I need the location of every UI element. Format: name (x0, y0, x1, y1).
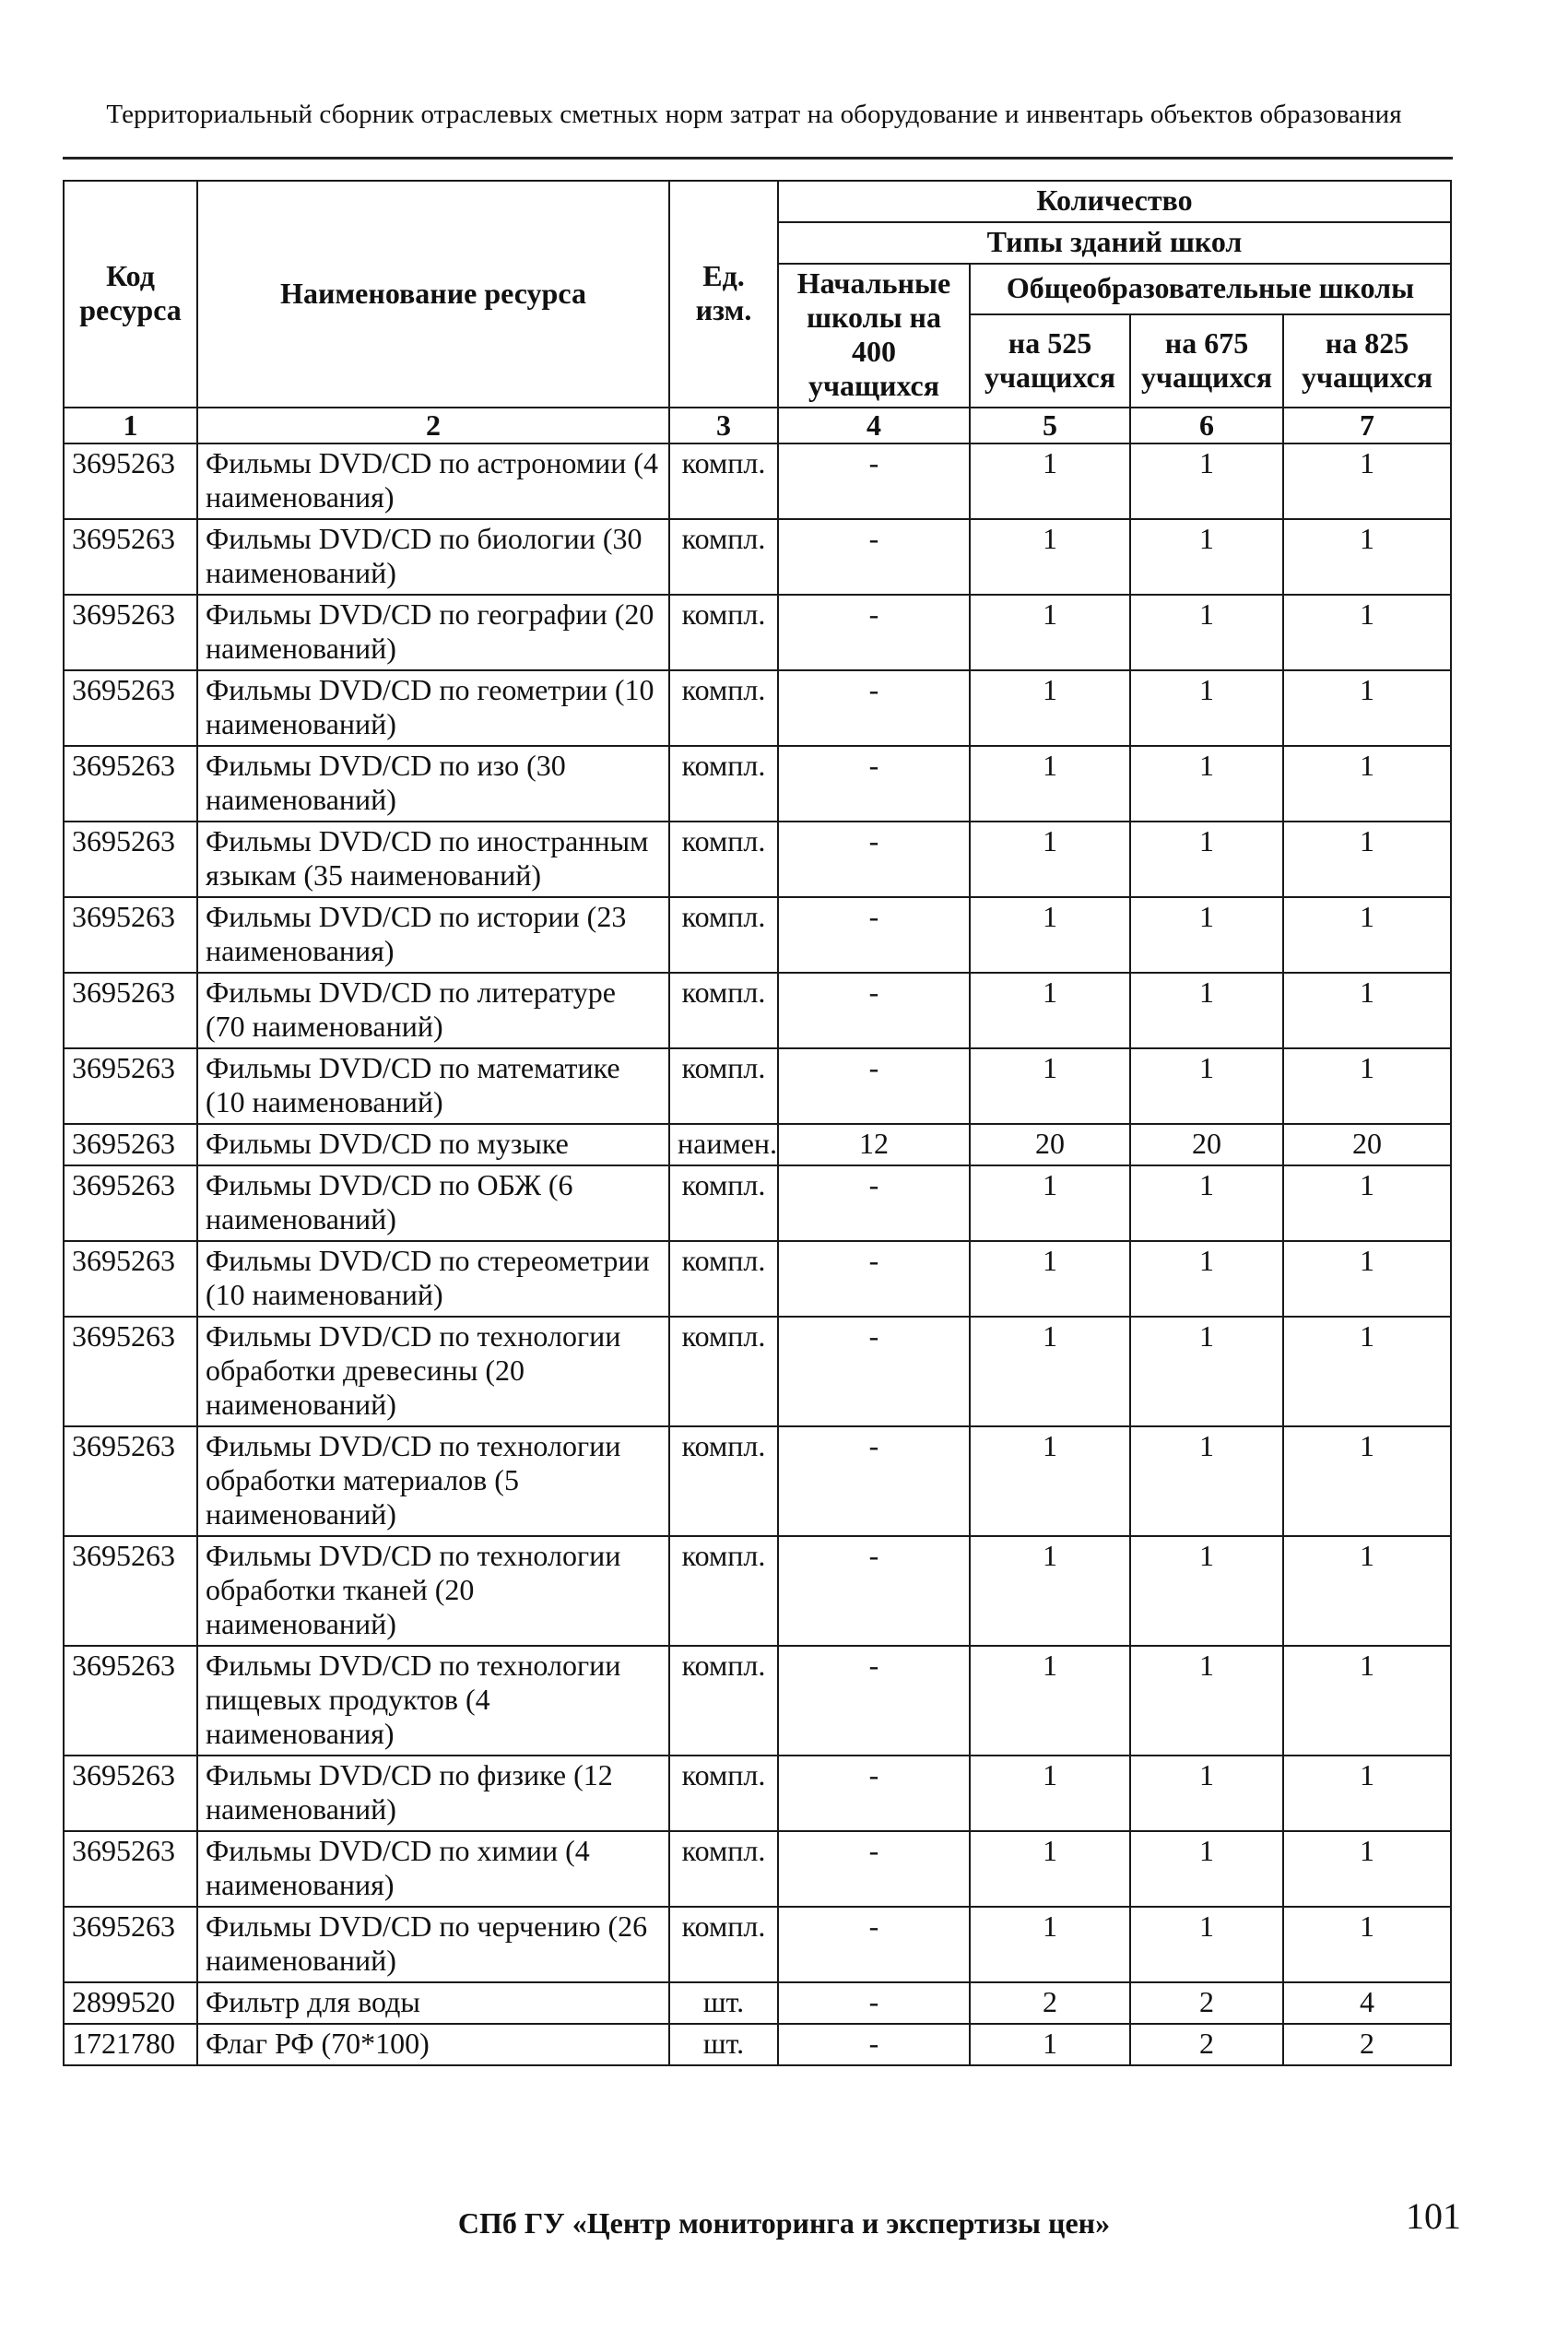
table-row (64, 443, 1451, 519)
cell-unit: компл. (669, 1048, 778, 1124)
cell-resource-code: 3695263 (64, 1241, 197, 1317)
cell-resource-code: 3695263 (64, 1124, 197, 1165)
cell-qty-675: 1 (1130, 1646, 1283, 1756)
table-row (64, 1982, 1451, 2024)
cell-qty-675: 2 (1130, 1982, 1283, 2024)
cell-qty-400: - (778, 1317, 970, 1426)
header-divider (63, 157, 1453, 160)
cell-unit: компл. (669, 1165, 778, 1241)
cell-qty-525: 1 (970, 443, 1130, 519)
cell-qty-525: 1 (970, 1426, 1130, 1536)
cell-resource-code: 2899520 (64, 1982, 197, 2024)
cell-unit: компл. (669, 1317, 778, 1426)
cell-resource-code: 3695263 (64, 1907, 197, 1982)
cell-resource-code: 3695263 (64, 1426, 197, 1536)
cell-qty-675: 1 (1130, 670, 1283, 746)
table-row (64, 670, 1451, 746)
header-quantity: Количество (778, 181, 1451, 222)
cell-qty-400: - (778, 1426, 970, 1536)
cell-qty-825: 1 (1283, 1048, 1451, 1124)
cell-qty-825: 2 (1283, 2024, 1451, 2065)
table-header (64, 181, 1451, 443)
cell-qty-825: 1 (1283, 822, 1451, 897)
cell-resource-name: Фильмы DVD/CD по технологии обработки материалов (5 наименований) (197, 1426, 669, 1536)
cell-resource-name: Фильмы DVD/CD по технологии пищевых продуктов (4 наименования) (197, 1646, 669, 1756)
cell-qty-525: 1 (970, 1831, 1130, 1907)
cell-qty-825: 1 (1283, 519, 1451, 595)
table-row (64, 746, 1451, 822)
cell-qty-675: 1 (1130, 897, 1283, 973)
cell-qty-675: 1 (1130, 1317, 1283, 1426)
cell-qty-525: 1 (970, 2024, 1130, 2065)
cell-qty-675: 2 (1130, 2024, 1283, 2065)
cell-resource-code: 3695263 (64, 595, 197, 670)
cell-qty-400: - (778, 1241, 970, 1317)
cell-resource-name: Фильмы DVD/CD по астрономии (4 наименования) (197, 443, 669, 519)
cell-resource-name: Фильмы DVD/CD по геометрии (10 наименований) (197, 670, 669, 746)
cell-qty-675: 1 (1130, 1907, 1283, 1982)
cell-resource-code: 3695263 (64, 519, 197, 595)
cell-resource-name: Фильмы DVD/CD по химии (4 наименования) (197, 1831, 669, 1907)
cell-resource-name: Фильмы DVD/CD по изо (30 наименований) (197, 746, 669, 822)
table-row (64, 519, 1451, 595)
cell-qty-400: - (778, 1756, 970, 1831)
cell-qty-525: 1 (970, 1165, 1130, 1241)
cell-resource-code: 3695263 (64, 1165, 197, 1241)
cell-qty-675: 1 (1130, 1241, 1283, 1317)
cell-resource-code: 3695263 (64, 1646, 197, 1756)
cell-qty-400: - (778, 1646, 970, 1756)
cell-resource-name: Флаг РФ (70*100) (197, 2024, 669, 2065)
cell-qty-525: 1 (970, 973, 1130, 1048)
cell-qty-825: 1 (1283, 1536, 1451, 1646)
cell-unit: компл. (669, 897, 778, 973)
cell-resource-name: Фильмы DVD/CD по черчению (26 наименований) (197, 1907, 669, 1982)
column-number: 6 (1130, 408, 1283, 443)
table-row (64, 1756, 1451, 1831)
column-number: 7 (1283, 408, 1451, 443)
cell-qty-675: 1 (1130, 1426, 1283, 1536)
cell-qty-825: 1 (1283, 897, 1451, 973)
cell-resource-name: Фильмы DVD/CD по ОБЖ (6 наименований) (197, 1165, 669, 1241)
column-number: 4 (778, 408, 970, 443)
cell-qty-825: 1 (1283, 1756, 1451, 1831)
cell-qty-675: 1 (1130, 1536, 1283, 1646)
cell-qty-675: 20 (1130, 1124, 1283, 1165)
cell-qty-525: 1 (970, 822, 1130, 897)
cell-qty-825: 1 (1283, 1831, 1451, 1907)
cell-qty-525: 1 (970, 1646, 1130, 1756)
resource-table (63, 180, 1452, 2066)
table-row (64, 595, 1451, 670)
cell-resource-name: Фильмы DVD/CD по литературе (70 наименований) (197, 973, 669, 1048)
cell-resource-name: Фильмы DVD/CD по истории (23 наименования) (197, 897, 669, 973)
cell-resource-code: 3695263 (64, 897, 197, 973)
cell-qty-525: 1 (970, 1317, 1130, 1426)
cell-qty-525: 1 (970, 595, 1130, 670)
footer-organization: СПб ГУ «Центр мониторинга и экспертизы цен» (457, 2206, 1111, 2240)
column-number: 2 (197, 408, 669, 443)
cell-qty-675: 1 (1130, 443, 1283, 519)
cell-resource-code: 3695263 (64, 670, 197, 746)
cell-unit: шт. (669, 1982, 778, 2024)
column-number-row (64, 408, 1451, 443)
cell-qty-525: 1 (970, 897, 1130, 973)
header-code: Код ресурса (64, 181, 197, 408)
cell-qty-400: - (778, 973, 970, 1048)
cell-qty-400: - (778, 1165, 970, 1241)
cell-qty-675: 1 (1130, 1831, 1283, 1907)
table-row (64, 1646, 1451, 1756)
cell-qty-400: - (778, 897, 970, 973)
cell-unit: компл. (669, 443, 778, 519)
cell-resource-code: 3695263 (64, 1756, 197, 1831)
table-row (64, 1241, 1451, 1317)
cell-resource-name: Фильмы DVD/CD по физике (12 наименований) (197, 1756, 669, 1831)
cell-qty-400: - (778, 595, 970, 670)
cell-qty-825: 1 (1283, 443, 1451, 519)
cell-qty-525: 2 (970, 1982, 1130, 2024)
cell-resource-code: 3695263 (64, 973, 197, 1048)
cell-unit: компл. (669, 1831, 778, 1907)
table-row (64, 897, 1451, 973)
cell-unit: компл. (669, 746, 778, 822)
cell-qty-675: 1 (1130, 973, 1283, 1048)
cell-qty-825: 1 (1283, 1317, 1451, 1426)
cell-unit: компл. (669, 595, 778, 670)
table-row (64, 822, 1451, 897)
cell-qty-525: 1 (970, 746, 1130, 822)
cell-qty-400: - (778, 1048, 970, 1124)
cell-qty-400: - (778, 670, 970, 746)
cell-qty-525: 1 (970, 1907, 1130, 1982)
column-number: 1 (64, 408, 197, 443)
header-primary-schools: Начальные школы на 400 учащихся (778, 264, 970, 408)
cell-unit: компл. (669, 1756, 778, 1831)
cell-qty-400: - (778, 2024, 970, 2065)
cell-resource-code: 3695263 (64, 1048, 197, 1124)
cell-unit: компл. (669, 519, 778, 595)
header-building-types: Типы зданий школ (778, 222, 1451, 264)
header-675-students: на 675 учащихся (1130, 314, 1283, 408)
cell-resource-code: 3695263 (64, 822, 197, 897)
cell-resource-name: Фильмы DVD/CD по технологии обработки древесины (20 наименований) (197, 1317, 669, 1426)
column-number: 5 (970, 408, 1130, 443)
cell-qty-675: 1 (1130, 519, 1283, 595)
cell-qty-525: 1 (970, 519, 1130, 595)
cell-qty-675: 1 (1130, 1756, 1283, 1831)
cell-qty-400: - (778, 1831, 970, 1907)
cell-qty-400: 12 (778, 1124, 970, 1165)
cell-unit: шт. (669, 2024, 778, 2065)
table-row (64, 1124, 1451, 1165)
table-row (64, 1048, 1451, 1124)
table-row (64, 2024, 1451, 2065)
cell-qty-825: 4 (1283, 1982, 1451, 2024)
cell-qty-400: - (778, 1536, 970, 1646)
table-row (64, 1317, 1451, 1426)
cell-resource-name: Фильтр для воды (197, 1982, 669, 2024)
cell-qty-675: 1 (1130, 746, 1283, 822)
table-row (64, 1536, 1451, 1646)
header-unit: Ед. изм. (669, 181, 778, 408)
running-header: Территориальный сборник отраслевых сметных норм затрат на оборудование и инвентарь объектов образования (106, 100, 1402, 129)
cell-qty-400: - (778, 822, 970, 897)
cell-qty-525: 1 (970, 1756, 1130, 1831)
cell-unit: компл. (669, 1241, 778, 1317)
cell-unit: компл. (669, 1907, 778, 1982)
page-number: 101 (1406, 2195, 1461, 2237)
cell-resource-code: 3695263 (64, 1536, 197, 1646)
cell-resource-code: 1721780 (64, 2024, 197, 2065)
table-row (64, 1907, 1451, 1982)
cell-unit: компл. (669, 973, 778, 1048)
header-general-schools: Общеобразовательные школы (970, 264, 1451, 314)
cell-qty-400: - (778, 746, 970, 822)
cell-qty-400: - (778, 1907, 970, 1982)
cell-qty-525: 1 (970, 1241, 1130, 1317)
cell-resource-code: 3695263 (64, 443, 197, 519)
cell-resource-name: Фильмы DVD/CD по биологии (30 наименований) (197, 519, 669, 595)
header-name: Наименование ресурса (197, 181, 669, 408)
cell-unit: компл. (669, 1646, 778, 1756)
cell-resource-name: Фильмы DVD/CD по технологии обработки тканей (20 наименований) (197, 1536, 669, 1646)
cell-resource-code: 3695263 (64, 746, 197, 822)
cell-qty-525: 1 (970, 670, 1130, 746)
cell-unit: компл. (669, 670, 778, 746)
cell-unit: компл. (669, 1536, 778, 1646)
cell-qty-825: 1 (1283, 595, 1451, 670)
cell-qty-675: 1 (1130, 1165, 1283, 1241)
table-row (64, 1165, 1451, 1241)
cell-qty-525: 1 (970, 1048, 1130, 1124)
table-row (64, 973, 1451, 1048)
cell-qty-825: 1 (1283, 670, 1451, 746)
cell-resource-code: 3695263 (64, 1317, 197, 1426)
cell-qty-675: 1 (1130, 822, 1283, 897)
table-row (64, 1831, 1451, 1907)
cell-qty-525: 20 (970, 1124, 1130, 1165)
header-825-students: на 825 учащихся (1283, 314, 1451, 408)
cell-qty-675: 1 (1130, 595, 1283, 670)
cell-qty-400: - (778, 519, 970, 595)
table-body (64, 443, 1451, 2065)
cell-resource-name: Фильмы DVD/CD по математике (10 наименований) (197, 1048, 669, 1124)
cell-resource-name: Фильмы DVD/CD по географии (20 наименований) (197, 595, 669, 670)
cell-resource-name: Фильмы DVD/CD по музыке (197, 1124, 669, 1165)
cell-resource-name: Фильмы DVD/CD по стереометрии (10 наименований) (197, 1241, 669, 1317)
cell-qty-675: 1 (1130, 1048, 1283, 1124)
cell-qty-400: - (778, 443, 970, 519)
cell-qty-825: 1 (1283, 1646, 1451, 1756)
cell-unit: наимен. (669, 1124, 778, 1165)
header-525-students: на 525 учащихся (970, 314, 1130, 408)
cell-unit: компл. (669, 1426, 778, 1536)
column-number: 3 (669, 408, 778, 443)
cell-qty-825: 1 (1283, 973, 1451, 1048)
cell-qty-400: - (778, 1982, 970, 2024)
cell-qty-825: 1 (1283, 1907, 1451, 1982)
cell-qty-825: 20 (1283, 1124, 1451, 1165)
cell-unit: компл. (669, 822, 778, 897)
cell-resource-code: 3695263 (64, 1831, 197, 1907)
cell-qty-825: 1 (1283, 1165, 1451, 1241)
cell-resource-name: Фильмы DVD/CD по иностранным языкам (35 наименований) (197, 822, 669, 897)
cell-qty-825: 1 (1283, 1426, 1451, 1536)
cell-qty-825: 1 (1283, 746, 1451, 822)
cell-qty-525: 1 (970, 1536, 1130, 1646)
table-row (64, 1426, 1451, 1536)
cell-qty-825: 1 (1283, 1241, 1451, 1317)
